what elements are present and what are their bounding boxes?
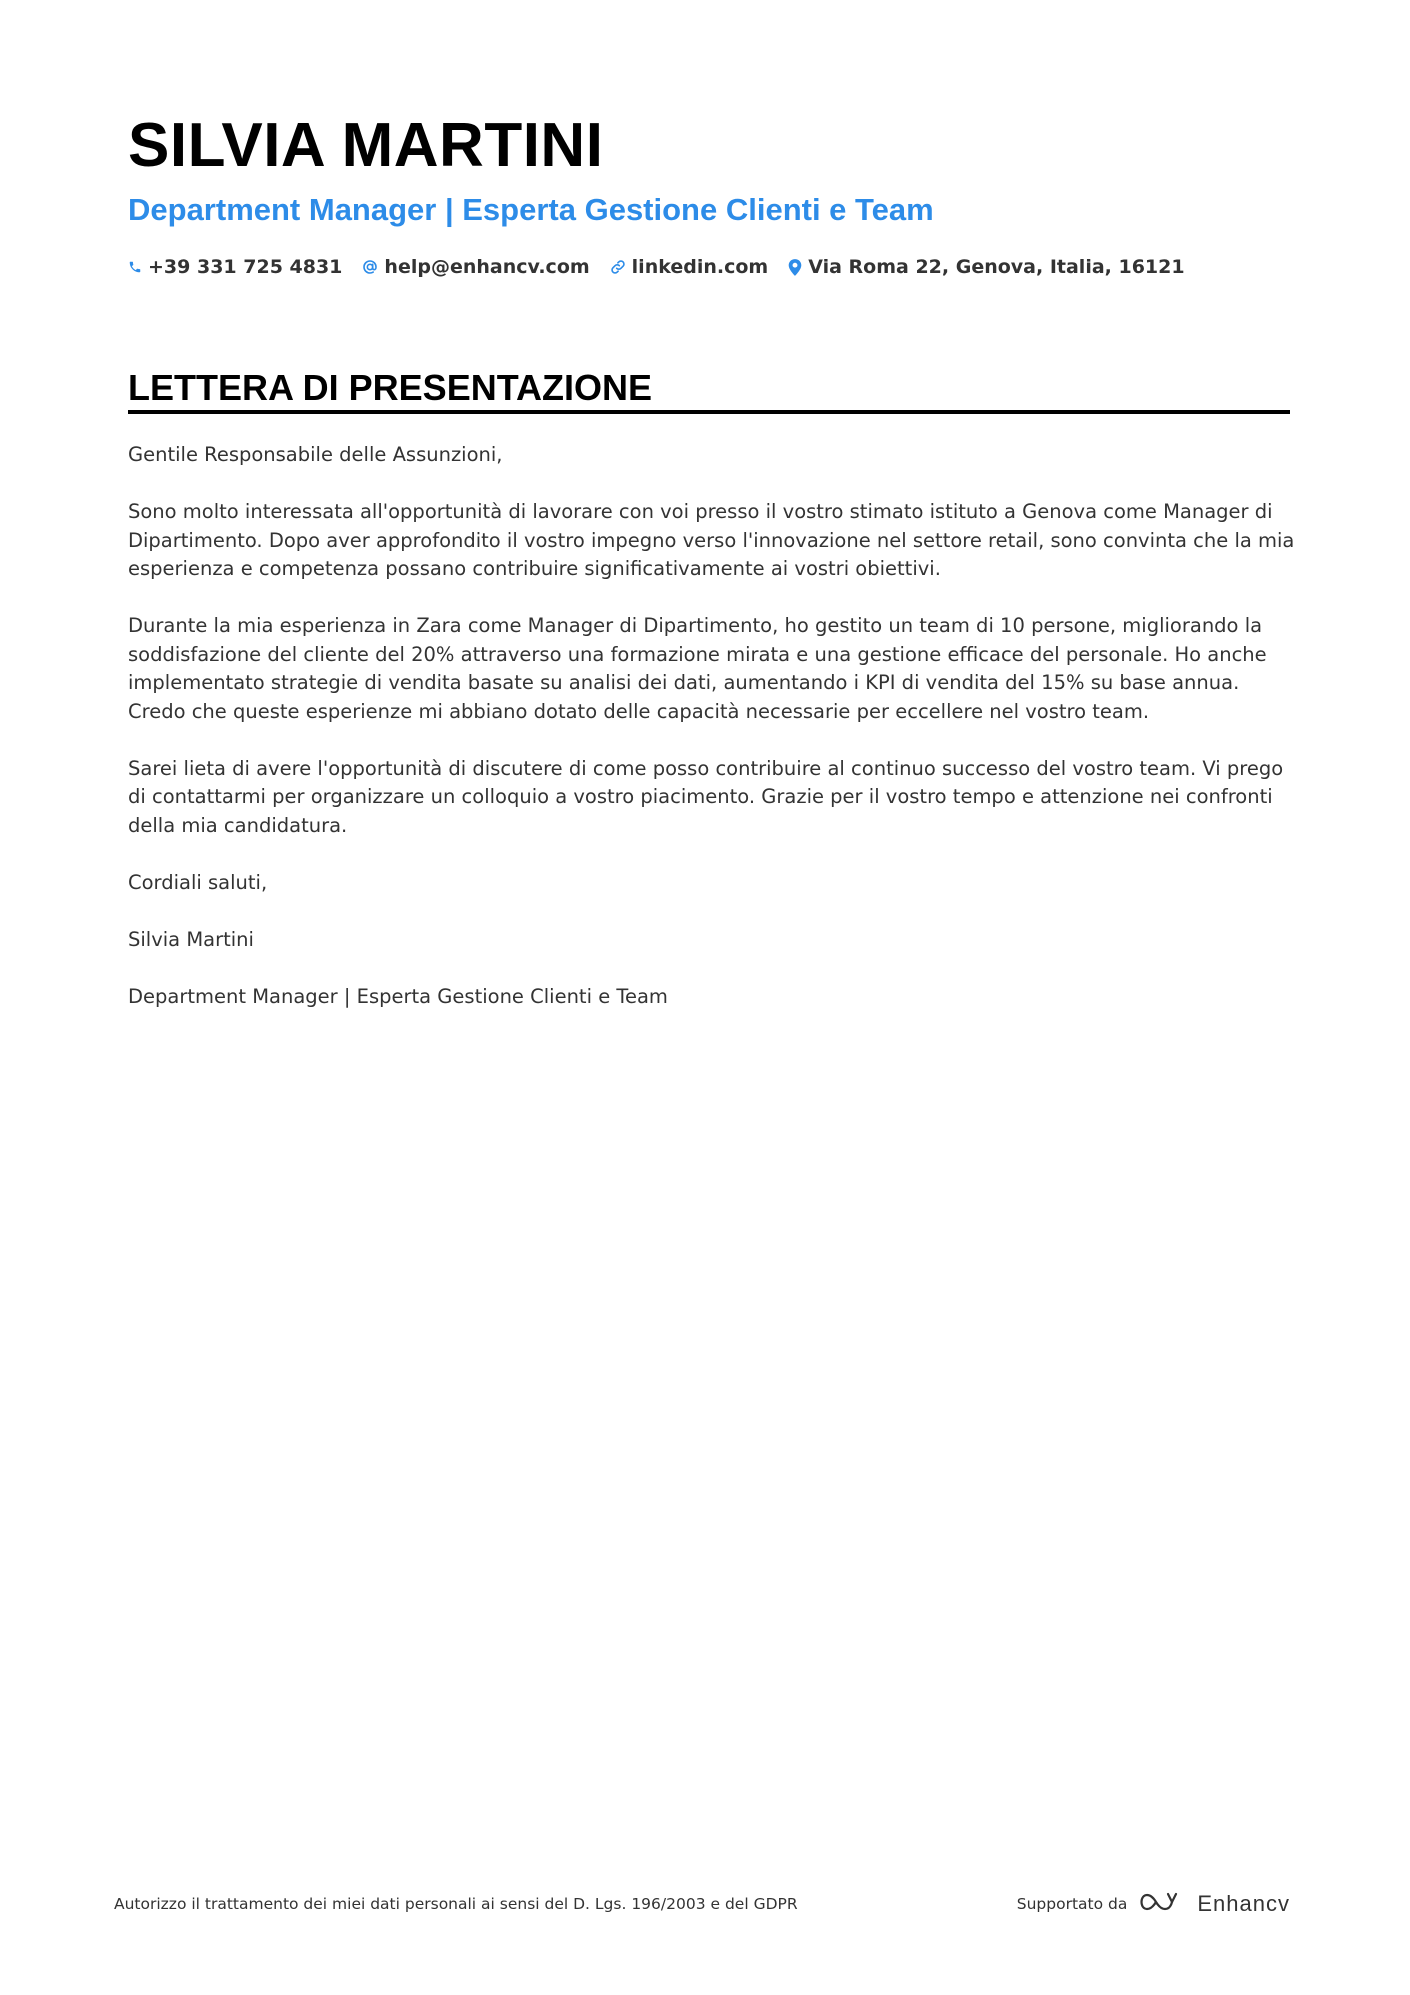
contact-address-text: Via Roma 22, Genova, Italia, 16121 — [808, 256, 1185, 278]
section-divider — [128, 410, 1290, 414]
letter-paragraph-3: Sarei lieta di avere l'opportunità di discutere di come posso contribuire al continuo successo del vostro team. Vi prego di contattarmi per organizzare un colloquio a vostro piacimento. Grazie per il vostro tempo e attenzione nei confronti della mia candidatura. — [128, 756, 1284, 837]
contact-linkedin-text[interactable]: linkedin.com — [631, 256, 769, 278]
contact-phone-text: +39 331 725 4831 — [148, 256, 343, 278]
contact-address — [788, 256, 1184, 278]
powered-by-label: Supportato da — [1016, 1895, 1128, 1913]
enhancv-logo-icon — [1139, 1890, 1185, 1918]
signature-name: Silvia Martini — [128, 927, 254, 951]
contact-email[interactable] — [362, 256, 589, 278]
letter-paragraph-2: Durante la mia esperienza in Zara come Manager di Dipartimento, ho gestito un team di 10 persone, migliorando la soddisfazione del cliente del 20% attraverso una formazione mirata e una gestione efficace del personale. Ho anche implementato strategie di vendita basate su analisi dei dati, aumentando i KPI di vendita del 15% su base annua. Credo che queste esperienze mi abbiano dotato delle capacità necessarie per eccellere nel vostro team. — [128, 614, 1267, 723]
contact-linkedin[interactable] — [610, 256, 769, 278]
link-icon — [610, 259, 626, 275]
phone-icon — [128, 260, 142, 274]
contact-bar — [128, 253, 1185, 281]
footer-branding[interactable] — [1017, 1887, 1290, 1921]
signature-title: Department Manager | Esperta Gestione Clienti e Team — [128, 984, 668, 1008]
contact-phone — [128, 256, 342, 278]
candidate-name: SILVIA MARTINI — [128, 111, 604, 180]
brand-name: Enhancv — [1197, 1891, 1290, 1916]
location-pin-icon — [788, 259, 802, 276]
contact-email-text[interactable]: help@enhancv.com — [384, 256, 590, 278]
candidate-title: Department Manager | Esperta Gestione Clienti e Team — [128, 192, 934, 227]
letter-paragraph-1: Sono molto interessata all'opportunità di lavorare con voi presso il vostro stimato istituto a Genova come Manager di Dipartimento. Dopo aver approfondito il vostro impegno verso l'innovazione nel settore retail, sono convinta che la mia esperienza e competenza possano contribuire significativamente ai vostri obiettivi. — [128, 500, 1295, 580]
letter-body — [128, 441, 1298, 1040]
at-icon — [362, 259, 378, 275]
letter-greeting: Gentile Responsabile delle Assunzioni, — [128, 443, 503, 466]
footer-consent: Autorizzo il trattamento dei miei dati personali ai sensi del D. Lgs. 196/2003 e del GDPR — [114, 1895, 798, 1913]
letter-closing: Cordiali saluti, — [128, 870, 268, 894]
section-title: LETTERA DI PRESENTAZIONE — [128, 367, 653, 408]
